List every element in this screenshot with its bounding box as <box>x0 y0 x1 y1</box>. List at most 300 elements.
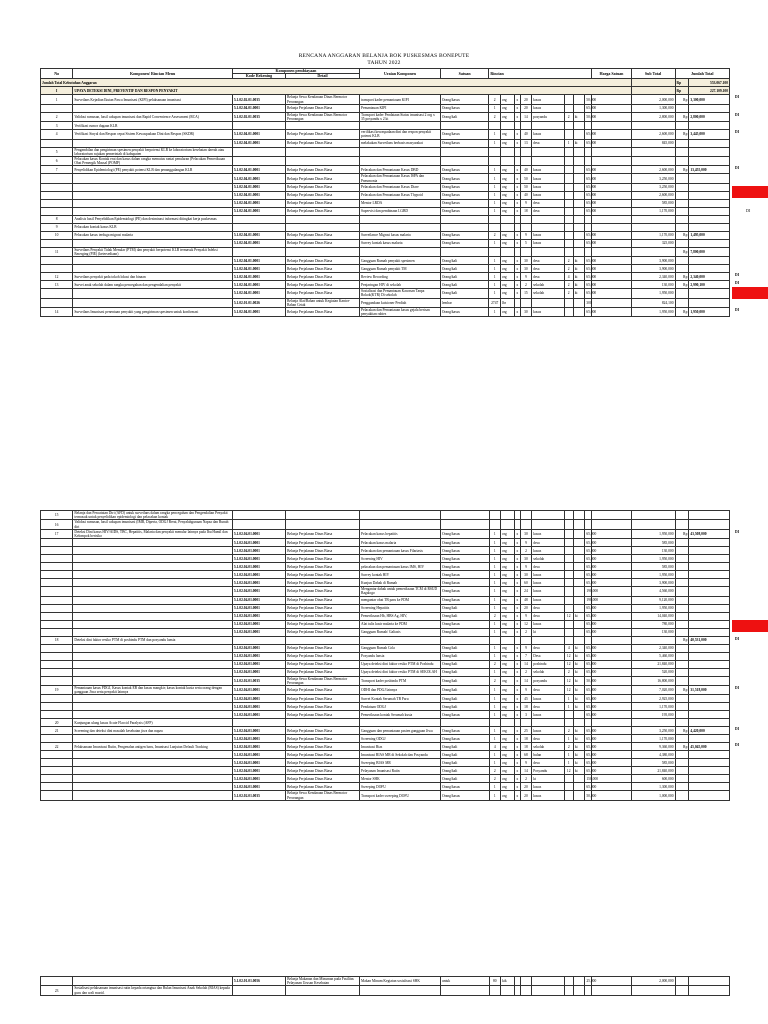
cell-n: 8 <box>41 215 73 223</box>
cell-det: Belanja Perjalanan Dinas Biasa <box>286 207 360 215</box>
cell-sat: Orang/kasus <box>440 539 489 547</box>
cell-s: 21,840,000 <box>631 767 675 775</box>
cell-c: 9 <box>520 644 532 652</box>
cell-s: 2,000,000 <box>631 977 675 986</box>
cell-h <box>585 636 592 644</box>
cell-spacer <box>592 652 631 660</box>
cell-kode: 5.1.02.04.01.0001 <box>232 579 285 587</box>
cell-det: Belanja Sewa Kendaraan Dinas Bermotor Perorangan <box>286 112 360 121</box>
cell-det: Belanja Perjalanan Dinas Biasa <box>286 308 360 317</box>
cell-d: Posyandu <box>532 767 564 775</box>
table-row <box>41 247 730 256</box>
cell-b: org <box>501 743 515 751</box>
cell-d: desa <box>532 759 564 767</box>
cell-c: 5 <box>520 239 532 247</box>
cell-e: 12 <box>564 612 573 620</box>
cell-det <box>286 147 360 156</box>
cell-spacer <box>592 571 631 579</box>
cell-s: 824,100 <box>631 298 675 307</box>
cell-sat: Orang/kali <box>440 767 489 775</box>
cell-kode: 5.1.02.04.01.0001 <box>232 231 285 239</box>
cell-h: 150,000 <box>585 775 592 783</box>
cell-x: x <box>514 539 520 547</box>
cell-n <box>41 104 73 112</box>
cell-a <box>489 223 501 231</box>
cell-s: 585,000 <box>631 539 675 547</box>
cell-n <box>41 759 73 767</box>
cell-kode: 5.1.02.02.01.0035 <box>232 112 285 121</box>
row-side-mark: DI <box>735 95 739 100</box>
col-kode-rekening: Kode Rekening <box>232 74 285 79</box>
cell-s: 2,340,000 <box>631 273 675 281</box>
cell-a: 1 <box>489 695 501 703</box>
cell-det: Belanja Perjalanan Dinas Biasa <box>286 529 360 538</box>
cell-f <box>573 308 585 317</box>
cell-det: Belanja Perjalanan Dinas Biasa <box>286 587 360 596</box>
cell-x: x <box>514 703 520 711</box>
cell-h: 190,000 <box>585 587 592 596</box>
cell-h <box>585 986 592 995</box>
cell-ur: Surveilance Migrasi kasus malaria <box>360 231 441 239</box>
cell-s <box>631 122 675 130</box>
cell-k: Validasi rumusan, hasil cakupan imunisasi (IMR, Diperta, ODGJ Berat, Penyalahgunaan Napza dan Bunuh diri <box>73 520 233 529</box>
cell-d: kasus <box>532 695 564 703</box>
cell-c: 60 <box>520 579 532 587</box>
cell-x: x <box>514 563 520 571</box>
cell-kode: 5.1.02.04.01.0001 <box>232 767 285 775</box>
cell-b: kik <box>501 977 515 986</box>
cell-ur: Pemeriksaan Hb, HBS Ag, HIV, <box>360 612 441 620</box>
table-row <box>41 767 730 775</box>
cell-k: Deteksi dini faktor resiko PTM di posbindu PTM dan posyandu lansia <box>73 636 233 644</box>
cell-ur: Upaya deteksi dini faktor resiko PTM di Posbindu <box>360 660 441 668</box>
cell-ur: Pemeriksaan kontak Serumah kusta <box>360 711 441 719</box>
cell-s: 1,950,000 <box>631 555 675 563</box>
cell-b <box>501 636 515 644</box>
cell-rp <box>675 668 689 676</box>
cell-x: x <box>514 579 520 587</box>
cell-d <box>532 977 564 986</box>
cell-sat: Orang/kali <box>440 676 489 685</box>
table-row <box>41 579 730 587</box>
cell-spacer <box>592 727 631 735</box>
cell-c: 2 <box>520 547 532 555</box>
cell-f <box>573 191 585 199</box>
cell-det: Belanja Perjalanan Dinas Biasa <box>286 579 360 587</box>
cell-k <box>73 289 233 298</box>
cell-kode: 5.1.02.04.01.0001 <box>232 281 285 289</box>
cell-b: org <box>500 191 514 199</box>
cell-x: x <box>514 257 520 265</box>
cell-spacer <box>592 147 631 156</box>
cell-d: desa <box>532 612 564 620</box>
cell-h: 65,000 <box>585 727 592 735</box>
cell-e <box>564 511 573 520</box>
cell-det: Belanja Perjalanan Dinas Biasa <box>286 596 360 604</box>
cell-kode: 5.1.02.04.01.0001 <box>232 759 285 767</box>
cell-x: x <box>514 587 520 596</box>
cell-e: 12 <box>564 660 573 668</box>
col-uraian: Uraian Komponen <box>360 69 441 79</box>
cell-x: x <box>514 289 520 298</box>
cell-k <box>73 676 233 685</box>
cell-e <box>564 247 573 256</box>
cell-h: 65,000 <box>585 767 592 775</box>
cell-a: 1 <box>489 628 501 636</box>
section-label: UPAYA DETEKSI DINI, PREVENTIF DAN RESPON PENYAKIT <box>73 87 631 95</box>
cell-e: 1 <box>564 703 573 711</box>
cell-j: 1,950,000 DI <box>689 308 730 317</box>
table-row <box>41 719 730 727</box>
cell-x: x <box>514 668 520 676</box>
cell-n: 5 <box>41 147 73 156</box>
cell-b: org <box>501 579 515 587</box>
cell-e <box>564 977 573 986</box>
cell-x: x <box>514 130 520 139</box>
total-row <box>41 79 730 87</box>
cell-s: 130,000 <box>631 628 675 636</box>
cell-b: lbr <box>500 298 514 307</box>
cell-d <box>532 223 564 231</box>
cell-s <box>631 247 675 256</box>
cell-a: 2 <box>489 612 501 620</box>
cell-h: 65,000 <box>585 139 592 147</box>
cell-rp <box>675 122 689 130</box>
cell-b: org <box>501 759 515 767</box>
cell-k <box>73 604 233 612</box>
cell-h: 65,000 <box>585 571 592 579</box>
cell-n <box>41 174 73 183</box>
cell-sat: Orang/kali <box>440 273 489 281</box>
cell-rp: Rp <box>675 686 689 695</box>
cell-c: 9 <box>520 612 532 620</box>
cell-rp: Rp <box>675 247 689 256</box>
cell-sat: lembar <box>440 298 489 307</box>
cell-det: Belanja Perjalanan Dinas Biasa <box>286 257 360 265</box>
table-row <box>41 636 730 644</box>
cell-h: 65,000 <box>585 735 592 743</box>
cell-b: org <box>501 644 515 652</box>
cell-spacer <box>592 265 631 273</box>
cell-h <box>585 215 592 223</box>
table-row <box>41 660 730 668</box>
cell-a: 1 <box>489 735 501 743</box>
cell-b: org <box>501 676 515 685</box>
cell-s <box>631 147 675 156</box>
cell-det <box>286 122 360 130</box>
col-rincian: Rincian <box>489 69 592 79</box>
cell-j <box>689 191 730 199</box>
cell-sat: Orang/kali <box>440 668 489 676</box>
cell-j <box>689 596 730 604</box>
cell-rp <box>675 775 689 783</box>
cell-b: org <box>501 529 515 538</box>
total-label: Jumlah Total Kebutuhan Anggaran <box>41 79 632 87</box>
cell-f <box>573 711 585 719</box>
cell-h: 50,000 <box>585 95 592 104</box>
cell-spacer <box>592 520 631 529</box>
table-row <box>41 298 730 307</box>
side-mark: DI <box>746 208 751 213</box>
cell-sat: Orang/kali <box>440 644 489 652</box>
table-row <box>41 511 730 520</box>
cell-s: 1,170,000 <box>631 231 675 239</box>
col-jumlah: Jumlah Total <box>675 69 729 79</box>
cell-f: kt <box>573 751 585 759</box>
cell-n <box>41 628 73 636</box>
cell-j: 43,508,000 DI <box>689 529 730 538</box>
cell-e: 2 <box>564 743 573 751</box>
cell-d: sekolah <box>532 281 564 289</box>
cell-h <box>585 147 592 156</box>
cell-b <box>501 719 515 727</box>
cell-n: 16 <box>41 520 73 529</box>
cell-spacer <box>592 231 631 239</box>
cell-e <box>564 587 573 596</box>
cell-c: 30 <box>520 555 532 563</box>
cell-j <box>689 223 730 231</box>
cell-b: org <box>501 596 515 604</box>
cell-a: 1 <box>489 183 501 191</box>
cell-b: org <box>500 174 514 183</box>
cell-ur: pelacakan dan pemantauan kasus IMS, HIV <box>360 563 441 571</box>
cell-h: 65,000 <box>585 191 592 199</box>
cell-a <box>489 636 501 644</box>
cell-sat: Orang/kali <box>440 759 489 767</box>
cell-a: 1 <box>489 139 501 147</box>
cell-s: 585,000 <box>631 563 675 571</box>
cell-spacer <box>592 783 631 791</box>
col-no: No <box>41 69 73 79</box>
cell-det: Belanja Perjalanan Dinas Biasa <box>286 130 360 139</box>
cell-ur: Screening HIV <box>360 555 441 563</box>
cell-kode: 5.1.02.04.01.0001 <box>232 207 285 215</box>
cell-rp <box>675 191 689 199</box>
cell-x: x <box>514 174 520 183</box>
cell-h: 65,000 <box>585 620 592 628</box>
cell-x: x <box>514 686 520 695</box>
cell-a: 1 <box>489 571 501 579</box>
cell-det: Belanja Perjalanan Dinas Biasa <box>286 751 360 759</box>
cell-spacer <box>592 308 631 317</box>
cell-ur: Transport kader Pendataan Status imunisasi 2 org x 35 posyandu x 2 kt <box>360 112 441 121</box>
cell-ur: verifikasi kewaspadaan dini dan respon penyakit potensi KLB <box>360 130 441 139</box>
cell-spacer <box>592 247 631 256</box>
cell-n <box>41 620 73 628</box>
cell-rp: Rp <box>675 529 689 538</box>
cell-ur <box>360 215 441 223</box>
cell-x: x <box>514 95 520 104</box>
cell-rp <box>675 157 689 166</box>
cell-s: 520,000 <box>631 668 675 676</box>
cell-spacer <box>592 735 631 743</box>
cell-s: 585,000 <box>631 759 675 767</box>
cell-h: 65,000 <box>585 743 592 751</box>
cell-d: desa <box>532 563 564 571</box>
cell-ur: Pelacakan dan Pemantauan Kasus ISPA dan Pneumonia <box>360 174 441 183</box>
cell-det: Belanja Perjalanan Dinas Biasa <box>286 652 360 660</box>
cell-j <box>689 511 730 520</box>
cell-c: 48 <box>520 596 532 604</box>
cell-kode: 5.1.02.04.01.0001 <box>232 743 285 751</box>
cell-e <box>564 174 573 183</box>
cell-det: Belanja Perjalanan Dinas Biasa <box>286 555 360 563</box>
cell-kode: 5.1.02.04.01.0001 <box>232 686 285 695</box>
cell-k <box>73 791 233 800</box>
cell-det: Belanja Perjalanan Dinas Biasa <box>286 783 360 791</box>
cell-det: Belanja Sewa Kendaraan Dinas Bermotor Perorangan <box>286 676 360 685</box>
cell-ur: ODHI dan PDGJ lainnya <box>360 686 441 695</box>
cell-sat: Orang/kasus <box>440 735 489 743</box>
cell-ur: Survei Kontak Serumah TB Paru <box>360 695 441 703</box>
cell-det: Belanja Perjalanan Dinas Biasa <box>286 735 360 743</box>
cell-sat <box>440 520 489 529</box>
cell-sat <box>440 157 489 166</box>
cell-b: org <box>500 199 514 207</box>
cell-d: kasus <box>532 571 564 579</box>
cell-a: 1 <box>489 265 501 273</box>
cell-f: kt <box>573 273 585 281</box>
cell-rp <box>675 596 689 604</box>
cell-sat: Orang/kali <box>440 695 489 703</box>
cell-a: 1 <box>489 686 501 695</box>
document-year: TAHUN 2022 <box>367 60 401 66</box>
cell-h: 65,000 <box>585 644 592 652</box>
row-side-mark: DI <box>735 686 739 691</box>
cell-spacer <box>592 539 631 547</box>
cell-d: sekolah <box>532 555 564 563</box>
cell-spacer <box>592 636 631 644</box>
cell-sat: Orang/kali <box>440 112 489 121</box>
cell-x: x <box>514 743 520 751</box>
cell-c <box>520 511 532 520</box>
cell-c <box>520 977 532 986</box>
cell-f: kt <box>573 644 585 652</box>
table-row <box>41 95 730 104</box>
cell-c: 9 <box>520 759 532 767</box>
cell-j <box>689 104 730 112</box>
cell-f <box>573 529 585 538</box>
table-row <box>41 644 730 652</box>
cell-ur <box>360 520 441 529</box>
cell-e: 2 <box>564 257 573 265</box>
table-row <box>41 620 730 628</box>
cell-h: 65,000 <box>585 555 592 563</box>
cell-h: 65,000 <box>585 604 592 612</box>
cell-e <box>564 719 573 727</box>
cell-s: 4,560,000 <box>631 587 675 596</box>
cell-j <box>689 571 730 579</box>
cell-a: 1 <box>489 668 501 676</box>
cell-d: desa <box>532 604 564 612</box>
cell-h: 65,000 <box>585 668 592 676</box>
cell-sat <box>440 215 489 223</box>
cell-b: org <box>501 604 515 612</box>
cell-det: Belanja Perjalanan Dinas Biasa <box>286 281 360 289</box>
table-row <box>41 520 730 529</box>
cell-j: 13,455,000 DI <box>689 166 730 174</box>
cell-a: 1 <box>489 273 501 281</box>
cell-a: 1 <box>489 604 501 612</box>
cell-b: org <box>500 166 514 174</box>
cell-a: 1 <box>489 199 501 207</box>
cell-x: x <box>514 604 520 612</box>
cell-f <box>573 986 585 995</box>
cell-b <box>501 986 515 995</box>
cell-s: 195,000 <box>631 711 675 719</box>
cell-k <box>73 139 233 147</box>
cell-det: Belanja Perjalanan Dinas Biasa <box>286 174 360 183</box>
cell-s: 1,000,000 <box>631 791 675 800</box>
cell-b: org <box>500 104 514 112</box>
cell-n <box>41 239 73 247</box>
cell-d: desa <box>532 686 564 695</box>
cell-sat: Orang/kali <box>440 289 489 298</box>
cell-rp: Rp <box>675 231 689 239</box>
cell-sat <box>440 719 489 727</box>
cell-rp: Rp <box>675 166 689 174</box>
cell-d: kt <box>532 775 564 783</box>
cell-det: Belanja Perjalanan Dinas Biasa <box>286 759 360 767</box>
cell-n: 2 <box>41 112 73 121</box>
cell-kode: 5.1.02.04.01.0001 <box>232 289 285 298</box>
cell-k: Pengambilan dan pengiriman spesimen penyakit berpotensi KLB ke laboratorium kesehatan daerah atau laboratorium rujukan pemerintah di kabupaten <box>73 147 233 156</box>
cell-sat: Orang/kasus <box>440 130 489 139</box>
cell-rp <box>675 539 689 547</box>
cell-h: 50,000 <box>585 791 592 800</box>
cell-kode: 5.1.02.04.01.0001 <box>232 257 285 265</box>
cell-d: kasus <box>532 239 564 247</box>
cell-d: kasus <box>532 104 564 112</box>
cell-spacer <box>592 257 631 265</box>
cell-a: 80 <box>489 977 501 986</box>
cell-kode: 5.1.02.04.01.0001 <box>232 183 285 191</box>
cell-x: x <box>514 199 520 207</box>
cell-j <box>689 563 730 571</box>
cell-rp <box>675 139 689 147</box>
cell-x: x <box>514 628 520 636</box>
row-side-mark: DI <box>735 281 739 286</box>
cell-e <box>564 628 573 636</box>
cell-kode <box>232 520 285 529</box>
cell-kode: 5.1.02.04.01.0001 <box>232 104 285 112</box>
cell-kode: 5.1.02.04.01.0001 <box>232 783 285 791</box>
cell-e <box>564 147 573 156</box>
cell-d: kt <box>532 628 564 636</box>
cell-kode: 5.1.02.04.01.0001 <box>232 751 285 759</box>
cell-e <box>564 308 573 317</box>
cell-a: 1 <box>489 289 501 298</box>
cell-x: x <box>514 571 520 579</box>
cell-x: x <box>514 620 520 628</box>
cell-a <box>489 511 501 520</box>
cell-spacer <box>592 703 631 711</box>
cell-b: org <box>500 95 514 104</box>
cell-n <box>41 563 73 571</box>
cell-j: 3,300,000 DI <box>689 95 730 104</box>
cell-det: Belanja Perjalanan Dinas Biasa <box>286 191 360 199</box>
cell-k <box>73 751 233 759</box>
cell-a: 1 <box>489 257 501 265</box>
cell-k: Pelacakan kasus terduga migrasi malaria <box>73 231 233 239</box>
cell-a: 2 <box>489 775 501 783</box>
cell-d: kasus <box>532 727 564 735</box>
cell-x: x <box>514 695 520 703</box>
cell-a: 1 <box>489 547 501 555</box>
cell-spacer <box>592 644 631 652</box>
cell-e: 12 <box>564 767 573 775</box>
cell-d: kasus <box>532 596 564 604</box>
